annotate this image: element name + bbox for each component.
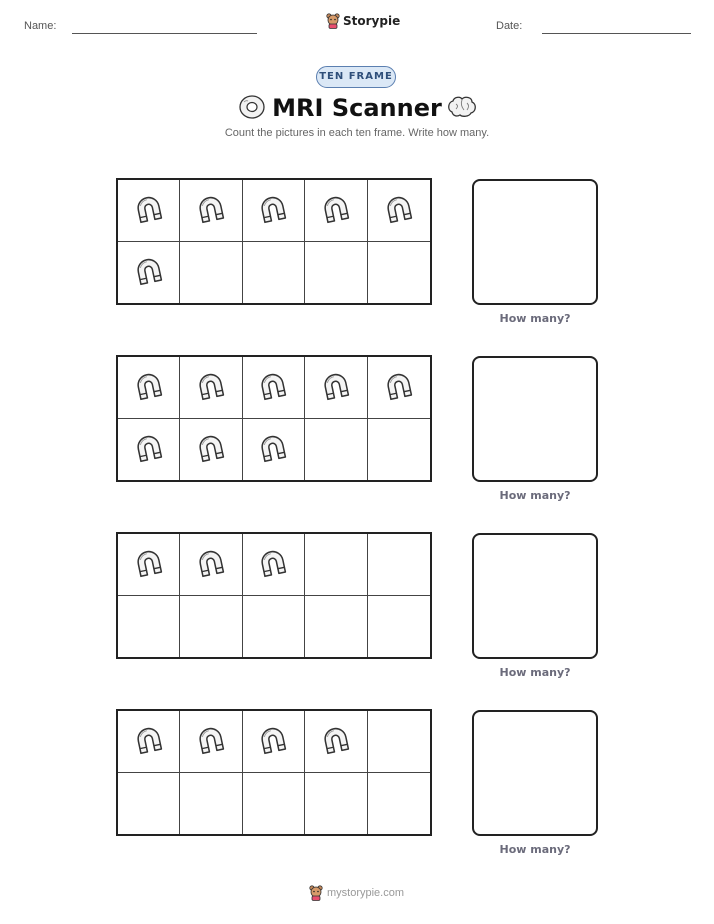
brain-icon — [446, 94, 478, 120]
ten-frame-cell — [180, 242, 242, 304]
horseshoe-magnet-icon — [254, 428, 292, 471]
ten-frame — [116, 178, 432, 305]
footer — [309, 885, 404, 901]
brand-name: Storypie — [343, 14, 401, 28]
ten-frame-cell — [243, 180, 305, 242]
answer-box[interactable] — [472, 179, 598, 305]
ten-frame-cell — [305, 773, 367, 835]
ten-frame-cell — [368, 180, 430, 242]
horseshoe-magnet-icon — [130, 189, 168, 232]
horseshoe-magnet-icon — [130, 366, 168, 409]
ten-frame-cell — [305, 419, 367, 481]
ten-frame-cell — [368, 534, 430, 596]
ten-frame-cell — [118, 711, 180, 773]
ten-frame-cell — [243, 419, 305, 481]
date-label: Date: — [496, 20, 523, 32]
ten-frame-cell — [305, 357, 367, 419]
ten-frame-cell — [118, 596, 180, 658]
ten-frame-cell — [305, 534, 367, 596]
how-many-label: How many? — [499, 666, 571, 679]
horseshoe-magnet-icon — [254, 543, 292, 586]
ten-frame-cell — [180, 596, 242, 658]
ten-frame-cell — [243, 596, 305, 658]
brand-logo — [326, 13, 400, 29]
horseshoe-magnet-icon — [317, 189, 355, 232]
ten-frame-cell — [368, 773, 430, 835]
answer-box[interactable] — [472, 533, 598, 659]
ten-frame-cell — [305, 711, 367, 773]
ten-frame-cell — [180, 419, 242, 481]
horseshoe-magnet-icon — [317, 720, 355, 763]
horseshoe-magnet-icon — [192, 720, 230, 763]
ten-frame-cell — [180, 534, 242, 596]
ten-frame-cell — [305, 180, 367, 242]
answer-box[interactable] — [472, 710, 598, 836]
ten-frame-cell — [305, 242, 367, 304]
name-line[interactable] — [72, 33, 257, 34]
ten-frame-cell — [368, 242, 430, 304]
ten-frame-cell — [180, 180, 242, 242]
horseshoe-magnet-icon — [254, 720, 292, 763]
horseshoe-magnet-icon — [130, 428, 168, 471]
ten-frame-cell — [180, 773, 242, 835]
ten-frame-cell — [368, 419, 430, 481]
ten-frame-cell — [180, 711, 242, 773]
horseshoe-magnet-icon — [130, 251, 168, 294]
horseshoe-magnet-icon — [254, 366, 292, 409]
ten-frame-cell — [368, 357, 430, 419]
name-label: Name: — [24, 20, 57, 32]
date-line[interactable] — [542, 33, 691, 34]
horseshoe-magnet-icon — [192, 366, 230, 409]
bear-mascot-icon — [326, 13, 340, 29]
ten-frame-cell — [118, 773, 180, 835]
horseshoe-magnet-icon — [254, 189, 292, 232]
horseshoe-magnet-icon — [380, 189, 418, 232]
answer-box[interactable] — [472, 356, 598, 482]
ten-frame-cell — [243, 242, 305, 304]
ten-frame — [116, 532, 432, 659]
ten-frame-cell — [118, 180, 180, 242]
horseshoe-magnet-icon — [192, 543, 230, 586]
page-title: MRI Scanner — [272, 94, 442, 122]
ten-frame-cell — [368, 711, 430, 773]
category-badge: TEN FRAME — [316, 66, 396, 88]
ten-frame-cell — [243, 773, 305, 835]
horseshoe-magnet-icon — [192, 189, 230, 232]
ten-frame-cell — [243, 357, 305, 419]
instructions: Count the pictures in each ten frame. Write how many. — [224, 127, 490, 139]
ten-frame — [116, 709, 432, 836]
horseshoe-magnet-icon — [192, 428, 230, 471]
how-many-label: How many? — [499, 843, 571, 856]
ten-frame-cell — [118, 357, 180, 419]
ten-frame-cell — [243, 711, 305, 773]
ten-frame — [116, 355, 432, 482]
ten-frame-cell — [243, 534, 305, 596]
ten-frame-cell — [118, 534, 180, 596]
ten-frame-cell — [305, 596, 367, 658]
horseshoe-magnet-icon — [317, 366, 355, 409]
ten-frame-cell — [180, 357, 242, 419]
bear-mascot-icon — [309, 885, 323, 901]
horseshoe-magnet-icon — [130, 720, 168, 763]
how-many-label: How many? — [499, 312, 571, 325]
ten-frame-cell — [118, 242, 180, 304]
footer-url: mystorypie.com — [327, 887, 405, 899]
horseshoe-magnet-icon — [130, 543, 168, 586]
ten-frame-cell — [368, 596, 430, 658]
ten-frame-cell — [118, 419, 180, 481]
how-many-label: How many? — [499, 489, 571, 502]
horseshoe-magnet-icon — [380, 366, 418, 409]
